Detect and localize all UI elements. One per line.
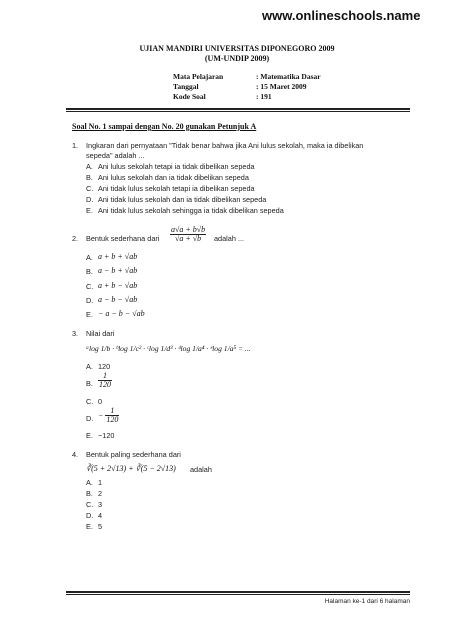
q4-number: 4.: [72, 450, 79, 459]
q2-text: Bentuk sederhana dari: [86, 234, 160, 243]
q2-option-a: a + b + √ab: [98, 252, 138, 261]
q4-option-a: 1: [98, 478, 103, 487]
q2-number: 2.: [72, 234, 79, 243]
q3-option-d: [98, 407, 119, 424]
q3-number: 3.: [72, 329, 79, 338]
exam-subtitle: (UM-UNDIP 2009): [204, 54, 270, 63]
q2-option-b: a − b + √ab: [98, 266, 138, 275]
q1-option-e-letter: E.: [86, 206, 93, 215]
section-title: Soal No. 1 sampai dengan No. 20 gunakan Petunjuk A: [72, 122, 257, 131]
meta-value-date: : 15 Maret 2009: [256, 82, 307, 91]
q2-suffix: adalah ...: [214, 234, 245, 243]
q3-option-c: 0: [98, 397, 103, 406]
q3-option-b-den: 120: [99, 380, 111, 389]
q2-option-d-letter: D.: [86, 296, 94, 305]
q3-option-d-letter: D.: [86, 414, 94, 423]
q2-option-b-letter: B.: [86, 267, 93, 276]
q1-option-a: Ani lulus sekolah tetapi ia tidak dibelikan sepeda: [98, 162, 255, 171]
q2-option-a-letter: A.: [86, 253, 93, 262]
q3-option-e: −120: [98, 431, 115, 440]
q2-expr-numerator: a√a + b√b: [171, 225, 206, 234]
q2-option-c-letter: C.: [86, 282, 94, 291]
q4-option-a-letter: A.: [86, 478, 93, 487]
q4-option-c-letter: C.: [86, 500, 94, 509]
q4-option-b: 2: [98, 489, 103, 498]
q1-option-b-letter: B.: [86, 173, 93, 182]
meta-value-subject: : Matematika Dasar: [256, 72, 321, 81]
q1-number: 1.: [72, 141, 79, 150]
q3-option-b: [98, 372, 112, 389]
q3-text: Nilai dari: [86, 329, 115, 338]
q4-option-e-letter: E.: [86, 522, 93, 531]
footer-divider-thin: [66, 594, 410, 595]
q4-expression: ∛(5 + 2√13) + ∛(5 − 2√13): [86, 464, 176, 473]
q4-option-d: 4: [98, 511, 103, 520]
q2-expression: [170, 226, 206, 243]
q2-expr-denominator: √a + √b: [175, 234, 202, 243]
q2-option-c: a + b − √ab: [98, 281, 138, 290]
footer-divider: [66, 591, 410, 593]
q1-option-d-letter: D.: [86, 195, 94, 204]
q1-text-line1: Ingkaran dari pernyataan "Tidak benar bahwa jika Ani lulus sekolah, maka ia dibelikan: [86, 141, 364, 150]
page-footer: Halaman ke-1 dari 6 halaman: [324, 598, 410, 605]
q3-option-b-letter: B.: [86, 379, 93, 388]
q3-option-b-num: 1: [98, 372, 112, 381]
q4-option-d-letter: D.: [86, 511, 94, 520]
q1-option-d: Ani tidak lulus sekolah dan ia tidak dibelikan sepeda: [98, 195, 267, 204]
q3-option-d-den: 120: [106, 415, 119, 424]
site-url: www.onlineschools.name: [262, 8, 421, 23]
q3-option-d-sign: −: [98, 411, 104, 420]
exam-title: UJIAN MANDIRI UNIVERSITAS DIPONEGORO 2009: [139, 44, 335, 53]
q1-option-b: Ani lulus sekolah dan ia tidak dibelikan sepeda: [98, 173, 249, 182]
q2-option-e-letter: E.: [86, 310, 93, 319]
q4-option-c: 3: [98, 500, 103, 509]
q3-option-c-letter: C.: [86, 397, 94, 406]
q3-option-a: 120: [98, 362, 111, 371]
q3-expression: ᵃlog 1/b · ᵇlog 1/c² · ᶜlog 1/d³ · ᵈlog 1/a⁴ · ᵉlog 1/a⁵ = ...: [86, 344, 251, 353]
q1-text-line2: sepeda" adalah ...: [86, 151, 145, 160]
q2-option-d: a − b − √ab: [98, 295, 138, 304]
meta-label-date: Tanggal: [173, 82, 199, 91]
q1-option-a-letter: A.: [86, 162, 93, 171]
q1-option-e: Ani tidak lulus sekolah sehingga ia tidak dibelikan sepeda: [98, 206, 284, 215]
q1-option-c: Ani tidak lulus sekolah tetapi ia dibelikan sepeda: [98, 184, 255, 193]
meta-label-code: Kode Soal: [173, 92, 206, 101]
q2-option-e: − a − b − √ab: [98, 309, 145, 318]
q4-text: Bentuk paling sederhana dari: [86, 450, 181, 459]
q4-suffix: adalah: [190, 465, 212, 474]
meta-value-code: : 191: [256, 92, 272, 101]
meta-label-subject: Mata Pelajaran: [173, 72, 224, 81]
q3-option-e-letter: E.: [86, 431, 93, 440]
q1-option-c-letter: C.: [86, 184, 94, 193]
q3-option-d-num: 1: [105, 407, 119, 416]
header-divider-thin: [66, 111, 410, 112]
q3-option-a-letter: A.: [86, 362, 93, 371]
q4-option-e: 5: [98, 522, 103, 531]
header-divider: [66, 108, 410, 110]
q4-option-b-letter: B.: [86, 489, 93, 498]
